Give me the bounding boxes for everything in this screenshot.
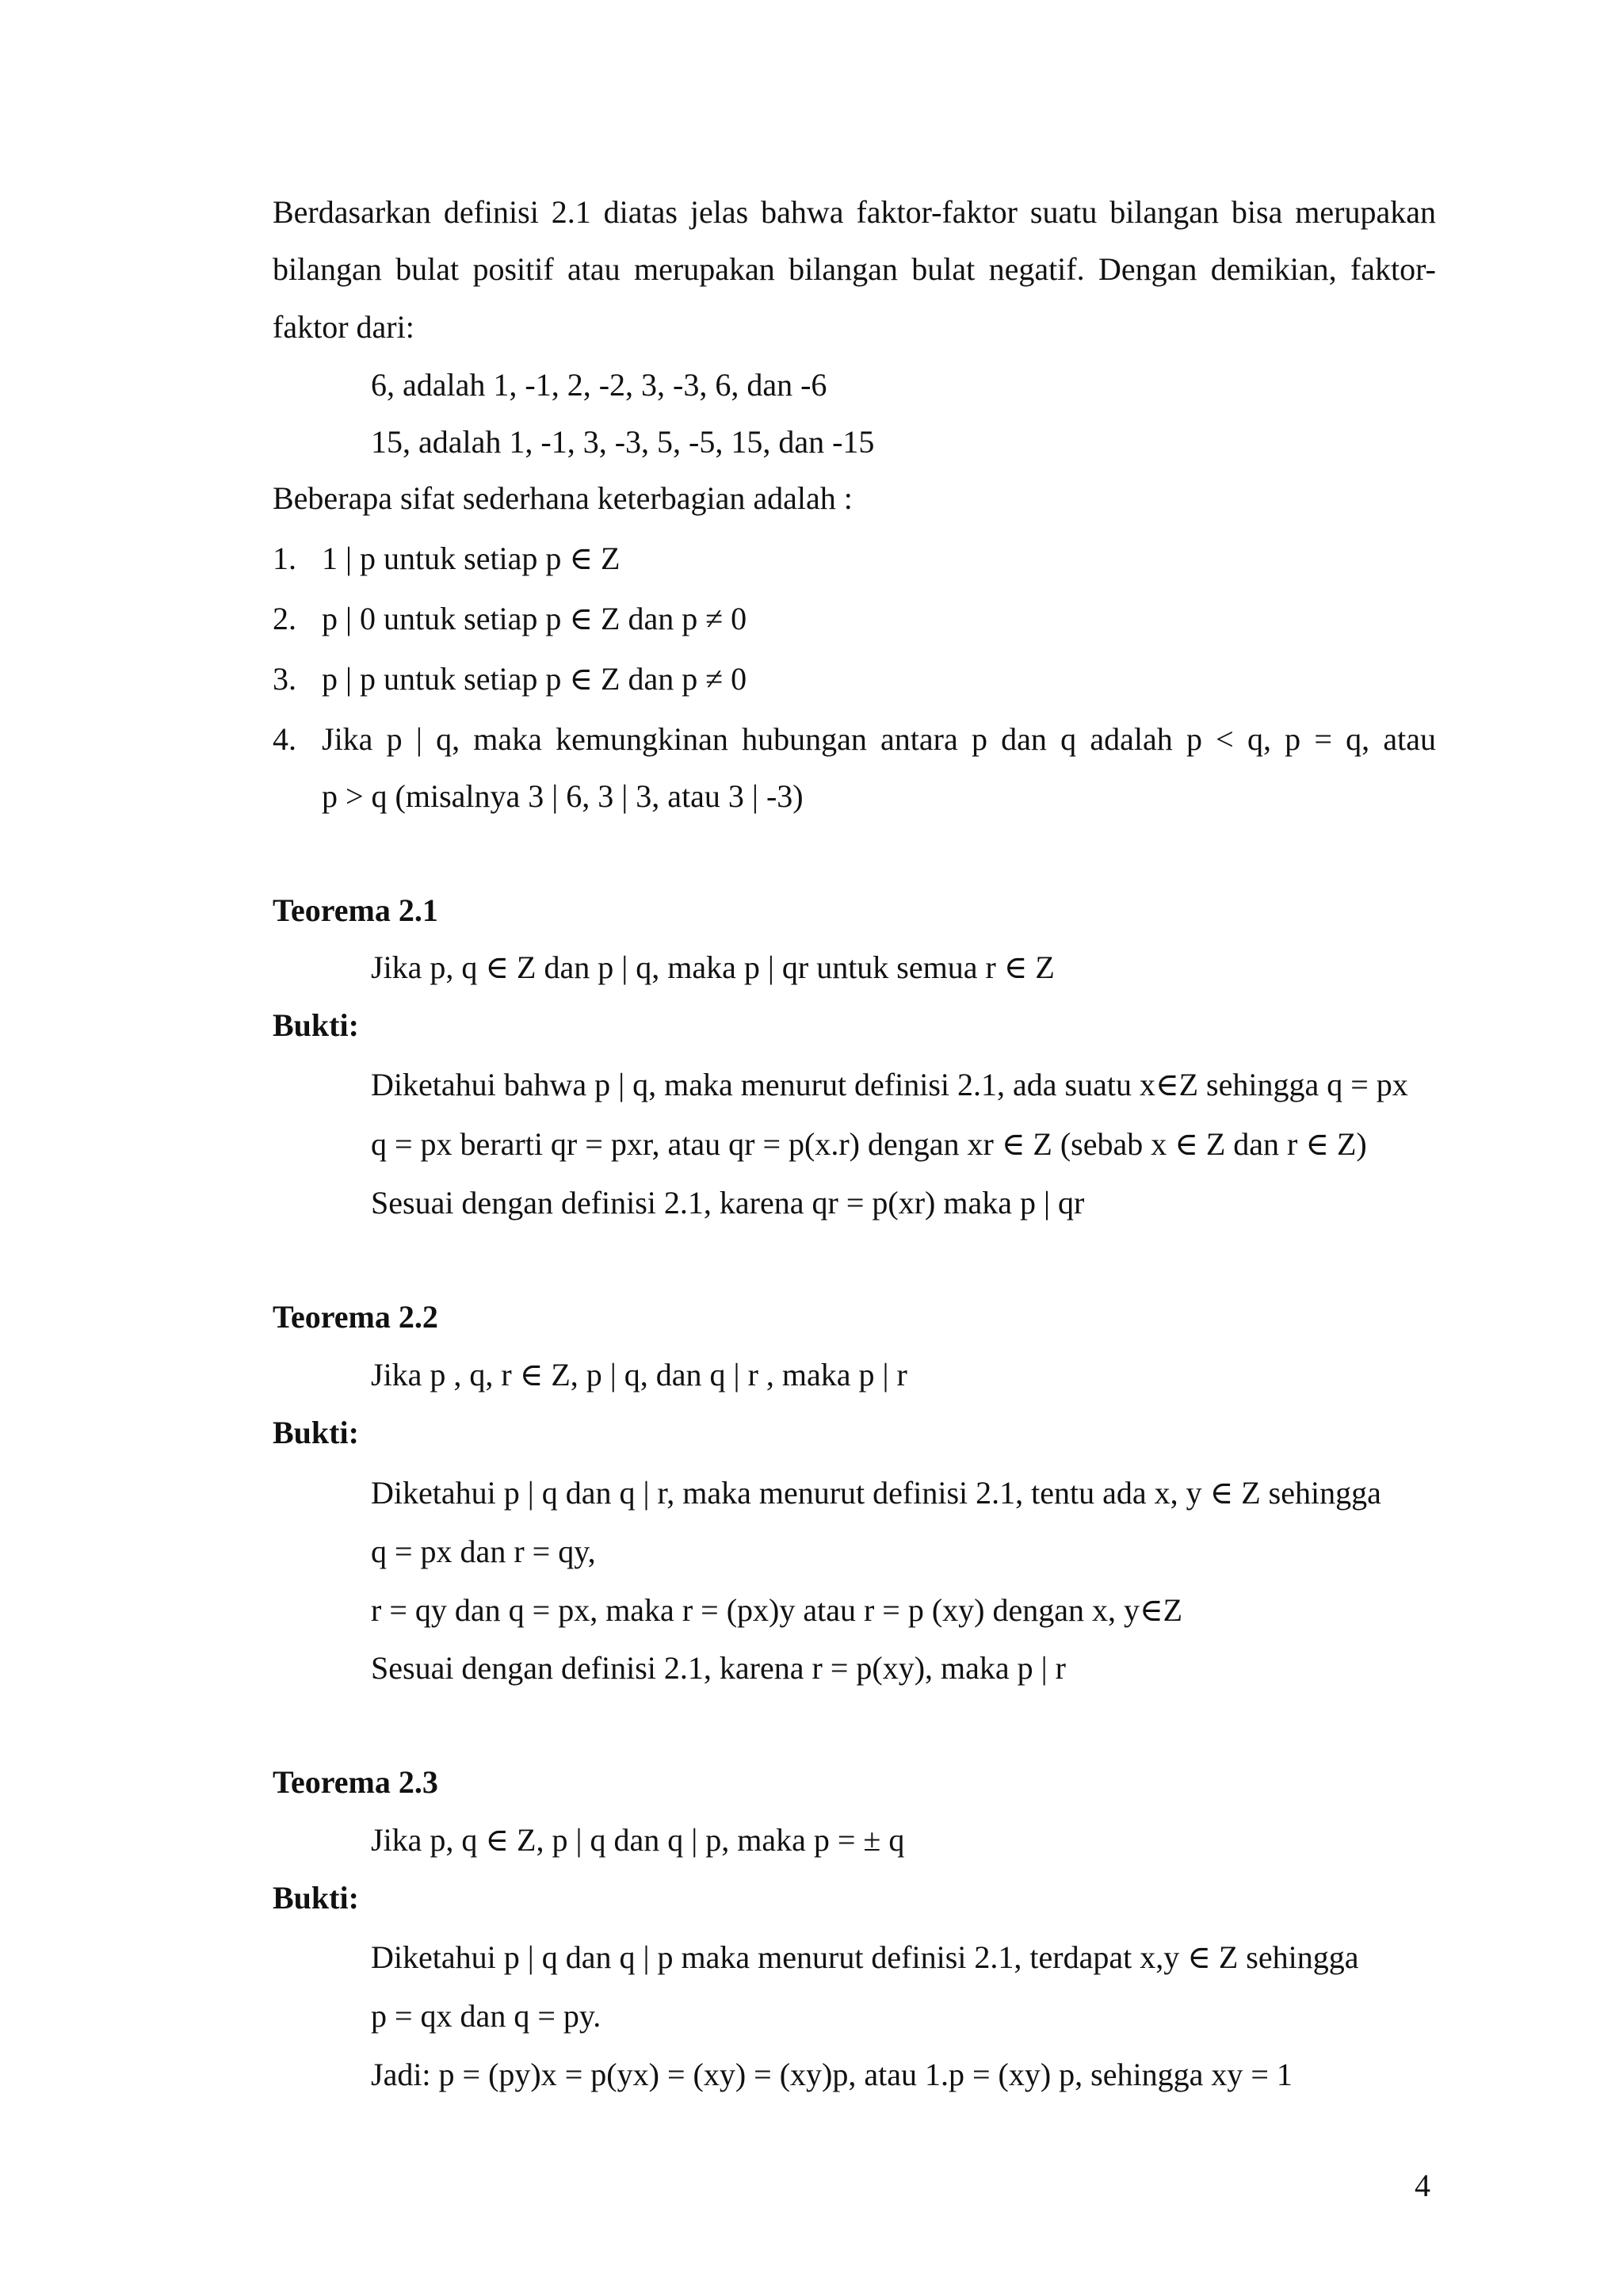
proof-line: q = px dan r = qy, [371,1534,596,1569]
factor-example: 15, adalah 1, -1, 3, -3, 5, -5, 15, dan -15 [371,424,875,460]
paragraph-line: faktor dari: [273,309,414,345]
property-text: p | 0 untuk setiap p ∈ Z dan p ≠ 0 [322,601,747,636]
proof-label: Bukti: [273,1880,359,1916]
proof-line: q = px berarti qr = pxr, atau qr = p(x.r) dengan xr ∈ Z (sebab x ∈ Z dan r ∈ Z) [371,1126,1367,1162]
property-item [273,660,747,698]
property-number: 1. [273,541,296,576]
page-number: 4 [1415,2168,1430,2203]
proof-line: Jadi: p = (py)x = p(yx) = (xy) = (xy)p, atau 1.p = (xy) p, sehingga xy = 1 [371,2057,1293,2092]
property-item [273,600,747,638]
paragraph-line: bilangan bulat positif atau merupakan bilangan bulat negatif. Dengan demikian, faktor- [273,251,1436,287]
property-number: 2. [273,601,296,636]
property-number: 3. [273,661,296,697]
theorem-statement: Jika p, q ∈ Z dan p | q, maka p | qr untuk semua r ∈ Z [371,949,1055,985]
proof-line: Sesuai dengan definisi 2.1, karena qr = p(xr) maka p | qr [371,1185,1085,1221]
theorem-statement: Jika p, q ∈ Z, p | q dan q | p, maka p = ± q [371,1822,905,1858]
property-item [273,720,1436,758]
properties-intro: Beberapa sifat sederhana keterbagian adalah : [273,480,853,516]
proof-line: Diketahui bahwa p | q, maka menurut definisi 2.1, ada suatu x∈Z sehingga q = px [371,1067,1408,1102]
property-text: Jika p | q, maka kemungkinan hubungan antara p dan q adalah p < q, p = q, atau [322,721,1436,757]
proof-line: Diketahui p | q dan q | r, maka menurut definisi 2.1, tentu ada x, y ∈ Z sehingga [371,1475,1381,1511]
proof-line: p = qx dan q = py. [371,1998,601,2034]
theorem-title: Teorema 2.3 [273,1764,438,1800]
proof-line: Sesuai dengan definisi 2.1, karena r = p(xy), maka p | r [371,1650,1066,1686]
proof-line: Diketahui p | q dan q | p maka menurut definisi 2.1, terdapat x,y ∈ Z sehingga [371,1939,1359,1975]
proof-line: r = qy dan q = px, maka r = (px)y atau r = p (xy) dengan x, y∈Z [371,1592,1183,1628]
property-continuation: p > q (misalnya 3 | 6, 3 | 3, atau 3 | -3) [322,778,804,814]
factor-example: 6, adalah 1, -1, 2, -2, 3, -3, 6, dan -6 [371,367,827,403]
proof-label: Bukti: [273,1415,359,1450]
property-item [273,540,620,578]
proof-label: Bukti: [273,1007,359,1043]
paragraph-line: Berdasarkan definisi 2.1 diatas jelas bahwa faktor-faktor suatu bilangan bisa merupakan [273,194,1436,230]
theorem-title: Teorema 2.2 [273,1299,438,1335]
theorem-statement: Jika p , q, r ∈ Z, p | q, dan q | r , maka p | r [371,1357,907,1392]
property-text: p | p untuk setiap p ∈ Z dan p ≠ 0 [322,661,747,697]
property-text: 1 | p untuk setiap p ∈ Z [322,541,621,576]
theorem-title: Teorema 2.1 [273,892,438,928]
property-number: 4. [273,721,296,757]
